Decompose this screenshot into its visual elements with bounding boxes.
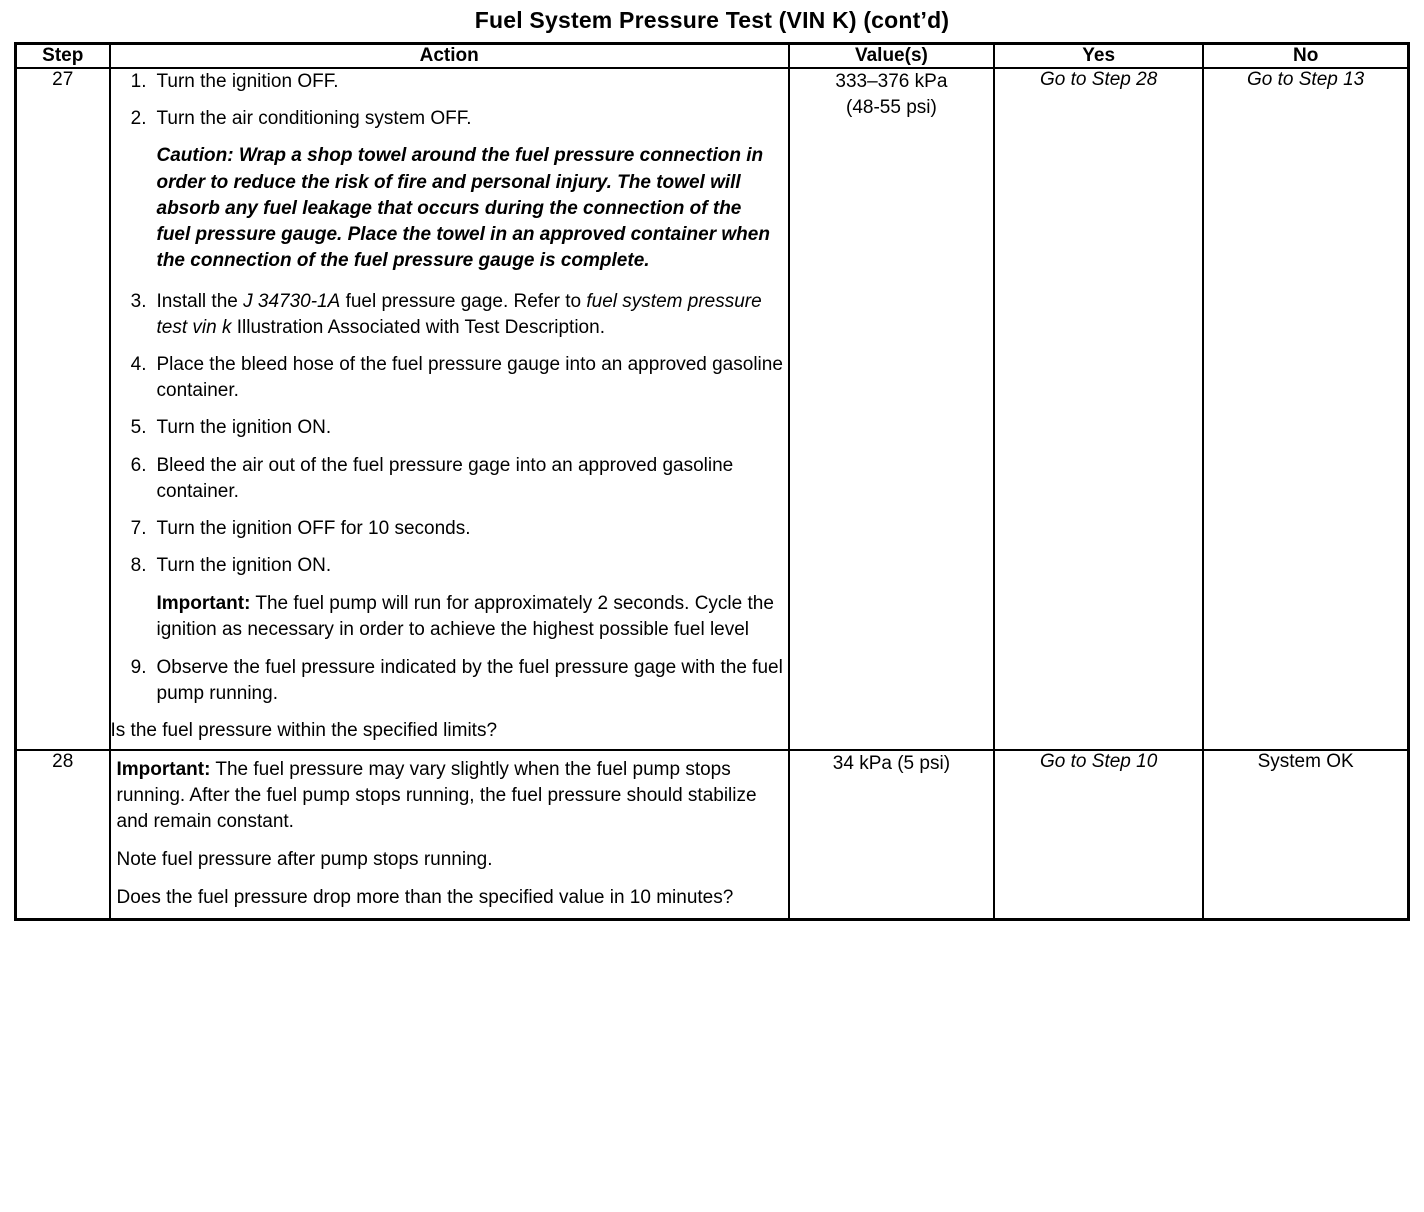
header-row: [16, 44, 1409, 69]
step-list-1: [111, 69, 788, 132]
tool-number: J 34730-1A: [243, 290, 341, 312]
table-header: [16, 44, 1409, 69]
page-title: Fuel System Pressure Test (VIN K) (cont’d): [474, 7, 950, 33]
list-item-text: Turn the ignition ON.: [156, 555, 332, 577]
step-list-3: [111, 655, 788, 707]
list-item-text: Place the bleed hose of the fuel pressure gauge into an approved gasoline container.: [156, 353, 783, 402]
important-note: [117, 757, 780, 836]
list-item-text: Observe the fuel pressure indicated by the fuel pressure gage with the fuel pump running.: [156, 656, 783, 705]
list-item-number: 6.: [130, 454, 147, 476]
important-text: The fuel pump will run for approximately 2 seconds. Cycle the ignition as necessary in order to achieve the highest possible fuel level: [156, 592, 774, 640]
value-cell: 34 kPa (5 psi): [789, 750, 994, 920]
list-item: [111, 415, 788, 441]
table-row: [16, 750, 1409, 920]
header-values: Value(s): [789, 44, 994, 69]
list-item-number: 8.: [130, 555, 147, 577]
list-item-text: Turn the ignition OFF.: [156, 71, 339, 92]
list-item-text: Bleed the air out of the fuel pressure gage into an approved gasoline container.: [156, 454, 734, 502]
yes-action: Go to Step 10: [1040, 750, 1158, 772]
decision-question: Does the fuel pressure drop more than the specified value in 10 minutes?: [116, 887, 734, 909]
procedure-table: [14, 42, 1410, 921]
no-action: Go to Step 13: [1247, 69, 1365, 90]
header-step: Step: [16, 44, 110, 69]
no-action: System OK: [1257, 750, 1354, 772]
list-item-text: Turn the ignition OFF for 10 seconds.: [156, 518, 471, 540]
important-label: Important:: [116, 758, 211, 780]
list-item-number: 1.: [130, 71, 147, 92]
decision-question: Is the fuel pressure within the specified limits?: [110, 720, 498, 742]
list-item-number: 2.: [130, 108, 147, 130]
step-number: 27: [16, 68, 110, 750]
header-no: No: [1203, 44, 1408, 69]
list-item-text: Turn the ignition ON.: [156, 417, 332, 439]
list-item-number: 4.: [130, 353, 147, 375]
step-list-2: [111, 289, 788, 580]
yes-action: Go to Step 28: [1040, 69, 1158, 90]
value-line-1: 333–376 kPa: [835, 71, 948, 92]
reference-name: fuel system pressure test vin k: [156, 290, 762, 338]
caution-note: Caution: Wrap a shop towel around the fuel pressure connection in order to reduce the risk of fire and personal injury. The towel will absorb any fuel leakage that occurs during the connection of the fuel pressure gauge. Place the towel in an approved container when the connection of the fuel pressure gauge is complete.: [156, 145, 770, 272]
action-cell: [110, 68, 789, 750]
important-label: Important:: [156, 592, 251, 614]
list-item-number: 5.: [130, 417, 147, 439]
table-row: [16, 68, 1409, 750]
important-note: [111, 591, 788, 643]
value-cell: [789, 68, 994, 750]
no-cell: [1203, 750, 1408, 920]
list-item: [111, 289, 788, 341]
header-action: Action: [110, 44, 789, 69]
step-number: 28: [16, 750, 110, 920]
list-item: [111, 453, 788, 505]
list-item-number: 7.: [130, 518, 147, 540]
list-item-text: Turn the air conditioning system OFF.: [156, 108, 472, 130]
important-text: The fuel pressure may vary slightly when the fuel pump stops running. After the fuel pump stops running, the fuel pressure should stabilize and remain constant.: [116, 758, 757, 833]
list-item: [111, 69, 788, 95]
value-line-2: (48-55 psi): [846, 96, 937, 118]
list-item: [111, 655, 788, 707]
list-item-number: 3.: [130, 290, 147, 312]
list-item: [111, 352, 788, 404]
yes-cell: [994, 750, 1203, 920]
list-item-number: 9.: [130, 656, 147, 678]
action-cell: [110, 750, 789, 920]
list-item: [111, 106, 788, 132]
list-item: [111, 553, 788, 579]
list-item: [111, 516, 788, 542]
no-cell: [1203, 68, 1408, 750]
note-text: Note fuel pressure after pump stops running.: [116, 849, 493, 871]
yes-cell: [994, 68, 1203, 750]
header-yes: Yes: [994, 44, 1203, 69]
list-item-text: Install the J 34730-1A fuel pressure gage. Refer to fuel system pressure test vin k Illustration Associated with Test Description.: [156, 290, 762, 338]
